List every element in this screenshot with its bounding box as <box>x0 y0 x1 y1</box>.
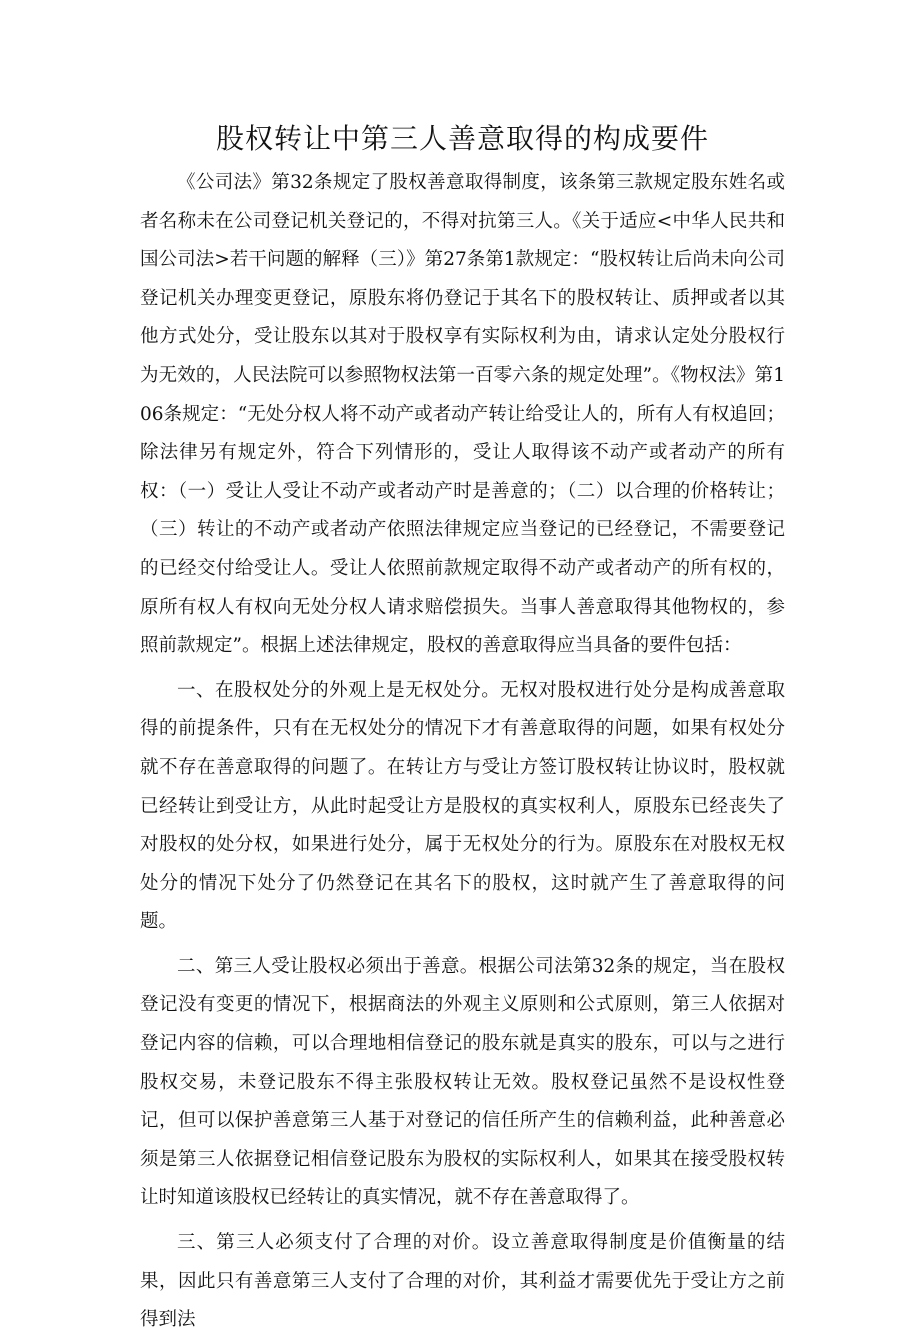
document-title: 股权转让中第三人善意取得的构成要件 <box>215 122 709 155</box>
paragraph-intro: 《公司法》第32条规定了股权善意取得制度，该条第三款规定股东姓名或者名称未在公司登记机关登记的，不得对抗第三人。《关于适应<中华人民共和国公司法>若干问题的解释（三）》第27条第1款规定：“股权转让后尚未向公司登记机关办理变更登记，原股东将仍登记于其名下的股权转让、质押或者以其他方式处分，受让股东以其对于股权享有实际权利为由，请求认定处分股权行为无效的，人民法院可以参照物权法第一百零六条的规定处理”。《物权法》第106条规定：“无处分权人将不动产或者动产转让给受让人的，所有人有权追回；除法律另有规定外，符合下列情形的，受让人取得该不动产或者动产的所有权：（一）受让人受让不动产或者动产时是善意的；（二）以合理的价格转让；（三）转让的不动产或者动产依照法律规定应当登记的已经登记，不需要登记的已经交付给受让人。受让人依照前款规定取得不动产或者动产的所有权的，原所有权人有权向无处分权人请求赔偿损失。当事人善意取得其他物权的，参照前款规定”。根据上述法律规定，股权的善意取得应当具备的要件包括： <box>140 172 785 657</box>
paragraph-requirement-3: 三、第三人必须支付了合理的对价。设立善意取得制度是价值衡量的结果，因此只有善意第三人支付了合理的对价，其利益才需要优先于受让方之前得到法 <box>140 1232 785 1331</box>
paragraph-requirement-2: 二、第三人受让股权必须出于善意。根据公司法第32条的规定，当在股权登记没有变更的情况下，根据商法的外观主义原则和公式原则，第三人依据对登记内容的信赖，可以合理地相信登记的股东就是真实的股东，可以与之进行股权交易，未登记股东不得主张股权转让无效。股权登记虽然不是设权性登记，但可以保护善意第三人基于对登记的信任所产生的信赖利益，此种善意必须是第三人依据登记相信登记股东为股权的实际权利人，如果其在接受股权转让时知道该股权已经转让的真实情况，就不存在善意取得了。 <box>140 955 785 1209</box>
document-body <box>140 118 785 1340</box>
paragraph-requirement-1: 一、在股权处分的外观上是无权处分。无权对股权进行处分是构成善意取得的前提条件，只有在无权处分的情况下才有善意取得的问题，如果有权处分就不存在善意取得的问题了。在转让方与受让方签订股权转让协议时，股权就已经转让到受让方，从此时起受让方是股权的真实权利人，原股东已经丧失了对股权的处分权，如果进行处分，属于无权处分的行为。原股东在对股权无权处分的情况下处分了仍然登记在其名下的股权，这时就产生了善意取得的问题。 <box>140 679 785 933</box>
